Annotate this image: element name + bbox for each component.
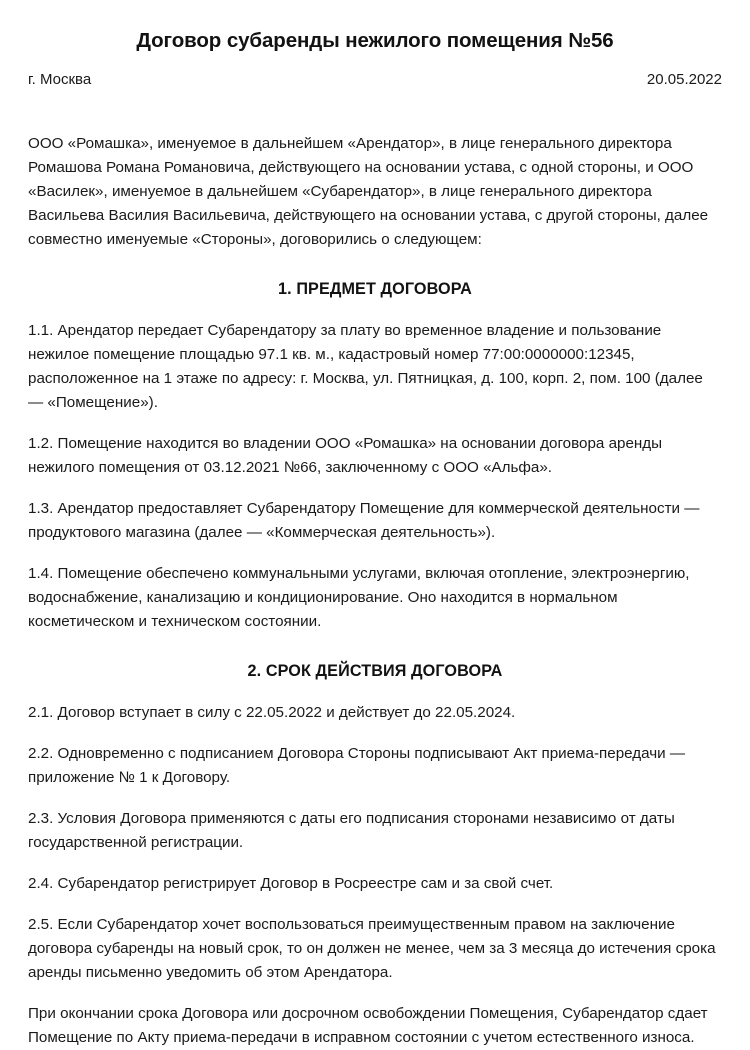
clause-1-2: 1.2. Помещение находится во владении ООО «Ромашка» на основании договора аренды нежилого помещения от 03.12.2021 №66, заключенному с ООО «Альфа».	[28, 435, 663, 476]
clause-2-4: 2.4. Субарендатор регистрирует Договор в Росреестре сам и за свой счет.	[28, 875, 554, 892]
clause-2-1: 2.1. Договор вступает в силу с 22.05.2022 и действует до 22.05.2024.	[28, 704, 516, 721]
section-2-clauses	[28, 701, 722, 1050]
document-city: г. Москва	[28, 71, 92, 88]
section-1	[28, 278, 722, 634]
section-2	[28, 660, 722, 1050]
section-1-clauses	[28, 319, 722, 634]
clause-2-3: 2.3. Условия Договора применяются с даты его подписания сторонами независимо от даты государственной регистрации.	[28, 810, 675, 851]
clause-2-5-continuation: При окончании срока Договора или досрочном освобождении Помещения, Субарендатор сдает Помещение по Акту приема-передачи в исправном состоянии с учетом естественного износа.	[28, 1005, 708, 1046]
document-meta-row	[28, 70, 722, 90]
clause-1-3: 1.3. Арендатор предоставляет Субарендатору Помещение для коммерческой деятельности — продуктового магазина (далее — «Коммерческая деятельность»).	[28, 500, 700, 541]
page-title: Договор субаренды нежилого помещения №56	[136, 29, 614, 52]
preamble-paragraph: ООО «Ромашка», именуемое в дальнейшем «Арендатор», в лице генерального директора Ромашова Романа Романовича, действующего на основании устава, с одной стороны, и ООО «Василек», именуемое в дальнейшем «Субарендатор», в лице генерального директора Васильева Василия Васильевича, действующего на основании устава, с другой стороны, далее совместно именуемые «Стороны», договорились о следующем:	[28, 135, 709, 248]
document-date: 20.05.2022	[646, 71, 722, 88]
clause-1-1: 1.1. Арендатор передает Субарендатору за плату во временное владение и пользование нежилое помещение площадью 97.1 кв. м., кадастровый номер 77:00:0000000:12345, расположенное на 1 этаже по адресу: г. Москва, ул. Пятницкая, д. 100, корп. 2, пом. 100 (далее — «Помещение»).	[28, 322, 703, 411]
section-1-heading: 1. ПРЕДМЕТ ДОГОВОРА	[278, 280, 472, 298]
clause-2-5: 2.5. Если Субарендатор хочет воспользоваться преимущественным правом на заключение договора субаренды на новый срок, то он должен не менее, чем за 3 месяца до истечения срока аренды письменно уведомить об этом Арендатора.	[28, 916, 716, 981]
section-2-heading: 2. СРОК ДЕЙСТВИЯ ДОГОВОРА	[247, 662, 503, 680]
preamble-block	[28, 132, 722, 252]
clause-1-4: 1.4. Помещение обеспечено коммунальными услугами, включая отопление, электроэнергию, водоснабжение, канализацию и кондиционирование. Оно находится в нормальном косметическом и техническом состоянии.	[28, 565, 690, 630]
clause-2-2: 2.2. Одновременно с подписанием Договора Стороны подписывают Акт приема-передачи — приложение № 1 к Договору.	[28, 745, 686, 786]
